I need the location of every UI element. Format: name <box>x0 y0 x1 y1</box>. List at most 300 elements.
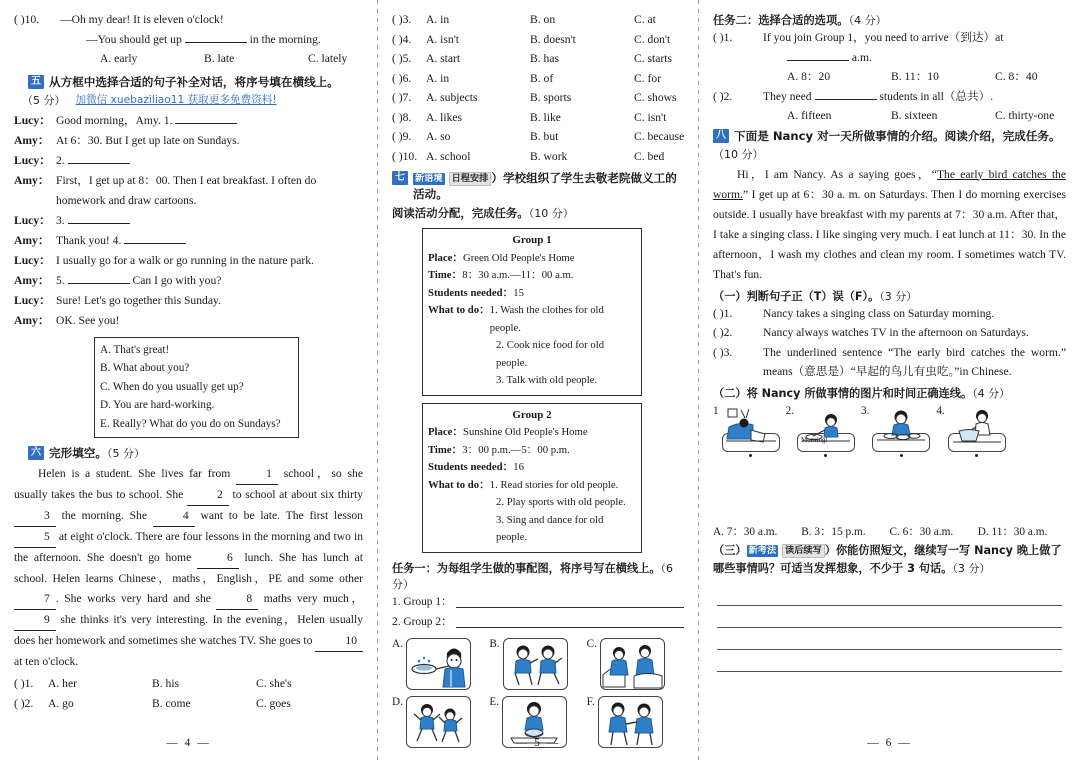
picture-label: F. <box>586 695 595 708</box>
option-c[interactable]: C. at <box>634 13 656 26</box>
passage-seg: maths very much， <box>258 592 363 605</box>
students-value: 16 <box>513 461 524 473</box>
dialogue-line <box>14 251 363 271</box>
passage-seg: . She works very hard and she <box>55 592 217 605</box>
writing-line[interactable] <box>717 628 1062 650</box>
part-1-title <box>713 288 1066 304</box>
section-6-title-text: 完形填空。 <box>49 446 107 460</box>
choice-item[interactable]: A. That's great! <box>100 343 170 356</box>
section-8-header <box>713 128 1066 144</box>
answer-paren[interactable]: ( )2. <box>713 326 733 339</box>
dialogue-line <box>14 271 363 291</box>
option-c[interactable]: C. don't <box>634 32 671 46</box>
tag-continuation-writing: 读后续写 <box>782 544 825 558</box>
cloze-question-row <box>392 30 684 50</box>
option-b[interactable]: B. doesn't <box>530 32 576 46</box>
answer-paren[interactable]: ( )2. <box>14 696 34 710</box>
choice-box <box>94 337 299 439</box>
task-item: 2. Play sports with old people. <box>496 496 626 508</box>
answer-paren[interactable]: ( )7. <box>392 91 412 104</box>
connect-dot-row <box>948 454 1006 457</box>
cloze-question-row <box>392 88 684 108</box>
speaker-name: Amy： <box>14 133 50 147</box>
option-b[interactable]: B. of <box>530 71 554 85</box>
option-c[interactable]: C. because <box>634 130 685 143</box>
group-2-title: Group 2 <box>512 408 552 421</box>
section-7-score: （10 分） <box>528 207 574 220</box>
part-2-title-text: （二）将 Nancy 所做事情的图片和时间正确连线。 <box>713 386 973 400</box>
question-10 <box>14 10 363 69</box>
group-1-card <box>422 228 642 396</box>
dialogue-text: At 6：30. But I get up late on Sundays. <box>56 133 240 147</box>
task-2-q2-pre: They need <box>763 89 812 103</box>
answer-blank[interactable] <box>175 112 237 124</box>
option-a[interactable]: A. early <box>100 52 138 65</box>
speaker-name: Lucy： <box>14 293 51 307</box>
picture-playing-sports-icon <box>503 638 568 690</box>
picture-eating-lunch-icon <box>872 433 930 452</box>
task-2-title <box>713 12 1066 28</box>
connect-dot-row <box>722 454 780 457</box>
place-label: Place： <box>428 251 464 264</box>
option-a[interactable]: A. in <box>426 71 450 85</box>
cloze-question-row <box>392 108 684 128</box>
task-item: 3. Talk with old people. <box>496 374 598 386</box>
picture-label: 3. <box>860 404 870 417</box>
group-2-place <box>428 424 636 442</box>
cloze-blank-1[interactable]: 1 <box>236 464 278 485</box>
cloze-question-list-mid <box>392 10 684 166</box>
speaker-name: Amy： <box>14 273 50 287</box>
picture-washing-basin-icon <box>948 433 1006 452</box>
option-a[interactable]: A. go <box>48 696 74 710</box>
task-item: 2. Cook nice food for old people. <box>496 339 605 369</box>
option-c[interactable]: C. 8：40 <box>995 70 1038 83</box>
dialogue-text-body: Thank you! 4. <box>56 233 122 247</box>
tag-new-context: 新语境 <box>415 173 443 184</box>
passage-underlined-sentence: The early bird catches the worm. <box>713 167 1066 201</box>
section-6-score: （5 分） <box>106 447 145 460</box>
picture-label: 1 <box>713 404 719 417</box>
connect-dot-row <box>872 454 930 457</box>
option-c[interactable]: C. isn't <box>634 110 667 124</box>
task-1-answer-line <box>392 592 684 612</box>
group-1-title: Group 1 <box>512 234 552 246</box>
left-column <box>0 0 377 763</box>
dialogue-text-body: 3. <box>56 213 65 227</box>
picture-morning-greeting-icon <box>797 433 855 452</box>
speaker-name: Lucy： <box>14 113 51 127</box>
option-b[interactable]: B. like <box>530 110 561 124</box>
option-c[interactable]: C. goes <box>256 696 291 710</box>
tf-item-text: Nancy always watches TV in the afternoon on Saturdays. <box>763 326 1029 339</box>
section-number-badge: 七 <box>392 171 408 185</box>
answer-paren[interactable]: ( )10. <box>14 13 40 26</box>
picture-caption: Morning! <box>800 435 828 444</box>
picture-cooking-icon <box>406 638 471 690</box>
cloze-question-row <box>392 127 684 147</box>
answer-paren[interactable]: ( )3. <box>392 13 412 26</box>
option-b[interactable]: B. but <box>530 130 559 143</box>
question-10-text: —Oh my dear! It is eleven o'clock! <box>60 13 224 26</box>
task-2-q1-blankline <box>787 48 1066 68</box>
section-5-score: （5 分） <box>22 93 66 107</box>
passage-seg: at eight o'clock. There are four lessons in the morning and two in the afternoon. She doesn't go home <box>14 530 363 564</box>
time-value: 8：30 a.m.—11：00 a.m. <box>462 269 574 281</box>
what-to-do-label: What to do： <box>428 478 490 491</box>
answer-paren[interactable]: ( )2. <box>713 89 733 103</box>
question-10-line2 <box>86 30 363 50</box>
part-2-score: （4 分） <box>972 386 1011 400</box>
tf-item-text: Nancy takes a singing class on Saturday morning. <box>763 306 995 320</box>
option-b[interactable]: B. has <box>530 52 559 65</box>
option-a[interactable]: A. isn't <box>426 32 460 46</box>
passage-seg: she thinks it's very interesting. In the evening，Helen usually does her homework and sometimes she watches TV. She goes to <box>14 613 363 647</box>
option-a[interactable]: A. school <box>426 149 471 163</box>
dialogue-line <box>14 291 363 311</box>
option-a[interactable]: A. likes <box>426 110 463 124</box>
matching-picture-3[interactable] <box>861 405 930 457</box>
task-2-title-text: 任务二：选择合适的选项。 <box>713 14 849 27</box>
option-a[interactable]: A. start <box>426 52 461 65</box>
dialogue-list <box>14 111 363 331</box>
dialogue-text <box>56 151 363 171</box>
picture-label: B. <box>489 637 500 650</box>
answer-rule[interactable] <box>456 627 684 628</box>
dialogue-line <box>14 231 363 251</box>
part-3-title <box>713 542 1066 578</box>
section-5-score-row <box>22 92 363 108</box>
section-7-header <box>392 170 684 202</box>
dialogue-text: Sure! Let's go together this Sunday. <box>56 293 221 307</box>
question-10-line2-pre: —You should get up <box>86 32 182 46</box>
place-value: Green Old People's Home <box>463 251 575 264</box>
picture-item-b[interactable] <box>489 638 586 690</box>
picture-item-c[interactable] <box>587 638 684 690</box>
option-b[interactable]: B. come <box>152 696 191 710</box>
picture-item-a[interactable] <box>392 638 489 690</box>
part-3-score: （3 分） <box>952 561 991 575</box>
dialogue-text-body: First，I get up at 8：00. Then I eat breakfast. I often do <box>56 173 317 187</box>
connect-dot[interactable] <box>900 454 903 457</box>
answer-paren[interactable]: ( )1. <box>14 677 34 690</box>
task-1-answer-line <box>392 612 684 632</box>
section-6-header <box>28 445 363 462</box>
connect-dot[interactable] <box>749 454 752 457</box>
task-2-score: （4 分） <box>848 14 887 27</box>
writing-line[interactable] <box>717 606 1062 628</box>
dialogue-text <box>56 111 363 131</box>
tf-item-1 <box>713 304 1066 324</box>
choice-item[interactable]: E. Really? What do you do on Sundays? <box>100 417 281 430</box>
section-7-subtitle-text: 阅读活动分配，完成任务。 <box>392 206 529 220</box>
option-c[interactable]: C. thirty-one <box>995 109 1055 122</box>
dialogue-text <box>56 271 363 291</box>
writing-lines <box>713 584 1066 672</box>
cloze-blank-7[interactable]: 7 <box>14 589 56 610</box>
section-number-badge: 八 <box>713 129 729 143</box>
matching-picture-row <box>713 405 1066 457</box>
task-2-q2-row <box>713 87 1066 107</box>
picture-label: A. <box>392 637 403 650</box>
option-a[interactable]: A. 8：20 <box>787 70 831 83</box>
dialogue-text-body: Good morning，Amy. 1. <box>56 113 173 127</box>
dialogue-text: I usually go for a walk or go running in the nature park. <box>56 253 314 267</box>
section-7-title-text: ）学校组织了学生去敬老院做义工的活动。 <box>413 171 677 201</box>
place-value: Sunshine Old People's Home <box>463 426 588 438</box>
time-label: Time： <box>428 443 463 456</box>
section-7-subtitle <box>392 204 684 223</box>
passage-seg: Helen is a student. She lives far from <box>38 467 237 480</box>
group-2-students <box>428 459 636 477</box>
answer-blank[interactable] <box>68 272 130 284</box>
dialogue-line <box>14 151 363 171</box>
passage-seg: at ten o'clock. <box>14 655 79 668</box>
task-1-score: （6 分） <box>392 561 674 591</box>
option-c[interactable]: C. she's <box>256 677 292 690</box>
option-c[interactable]: C. lately <box>308 52 348 65</box>
cloze-question-list-left <box>14 674 363 713</box>
picture-label: D. <box>392 695 403 708</box>
task-1-title-text: 任务一：为每组学生做的事配图，将序号写在横线上。 <box>392 561 661 575</box>
option-c[interactable]: C. for <box>634 71 662 85</box>
part-3-prefix: （三） <box>713 543 747 557</box>
dialogue-line <box>14 211 363 231</box>
option-b[interactable]: B. late <box>204 52 235 65</box>
option-c[interactable]: C. shows <box>634 91 677 104</box>
passage-pre: Hi，I am Nancy. As a saying goes，“ <box>737 167 937 181</box>
option-b[interactable]: B. work <box>530 149 568 163</box>
task-2-q1-options <box>787 67 1066 87</box>
promo-note-underlined: 加微信 xuebaziliao11 获取更多免费资料! <box>75 94 277 106</box>
group-2-card <box>422 403 642 553</box>
task-item: 1. Wash the clothes for old people. <box>489 304 604 334</box>
task-2-q2-text <box>763 87 1066 107</box>
time-option-d[interactable]: D. 11：30 a.m. <box>977 525 1048 538</box>
task-2-q1-after: a.m. <box>851 50 872 64</box>
answer-blank[interactable] <box>787 49 849 61</box>
option-b[interactable]: B. his <box>152 677 180 690</box>
dialogue-line <box>14 171 363 211</box>
time-value: 3：00 p.m.—5：00 p.m. <box>462 443 570 456</box>
what-to-do-label: What to do： <box>428 304 490 316</box>
matching-picture-4[interactable] <box>936 405 1005 457</box>
option-a[interactable]: A. fifteen <box>787 109 832 122</box>
dialogue-text-after: Can I go with you? <box>132 273 222 287</box>
picture-sleeping-waking-icon <box>722 433 780 452</box>
page-number-left: — 4 — <box>166 737 211 749</box>
answer-paren[interactable]: ( )10. <box>392 149 418 163</box>
option-a[interactable]: A. in <box>426 13 450 26</box>
answer-paren[interactable]: ( )1. <box>713 306 733 320</box>
picture-label: 4. <box>936 404 945 417</box>
answer-blank[interactable] <box>124 232 186 244</box>
part-1-title-text: （一）判断句子正（T）误（F）。 <box>713 289 880 303</box>
time-option-a[interactable]: A. 7：30 a.m. <box>713 525 778 538</box>
question-10-options <box>100 49 363 69</box>
section-5-title: 从方框中选择合适的句子补全对话，将序号填在横线上。 <box>49 74 339 89</box>
matching-gap <box>713 457 1066 519</box>
dialogue-line <box>14 311 363 331</box>
answer-blank[interactable] <box>68 212 130 224</box>
section-number-badge: 六 <box>28 446 44 460</box>
task-1-label: 2. Group 2： <box>392 615 453 628</box>
cloze-passage <box>14 464 363 672</box>
option-c[interactable]: C. bed <box>634 149 665 163</box>
task-2-question-2 <box>713 87 1066 126</box>
option-a[interactable]: A. so <box>426 130 451 143</box>
task-2-q2-after: students in all（总共）. <box>879 89 994 103</box>
right-column <box>699 0 1080 763</box>
passage-seg: the morning. She <box>55 509 153 522</box>
choice-item[interactable]: D. You are hard-working. <box>100 399 215 411</box>
dialogue-text-cont: homework and draw cartoons. <box>56 193 197 207</box>
dialogue-line <box>14 131 363 151</box>
cloze-question-row <box>392 10 684 30</box>
passage-seg: lunch. She has lunch at school. Helen learns Chinese，maths，English，PE and some other <box>14 551 363 585</box>
task-item: 3. Sing and dance for old people. <box>496 513 604 543</box>
time-label: Time： <box>428 269 463 281</box>
speaker-name: Lucy： <box>14 213 51 227</box>
tf-item-3 <box>713 343 1066 382</box>
passage-post: ” I get up at 6：30 a. m. on Saturdays. Then I do morning exercises outside. I usually have breakfast with my parents at 7：30 a.m. After that，I take a singing class. I like singing very much. I eat lunch at 11：30. In the afternoon，I wash my clothes and clean my room. I sometimes watch TV. That's fun. <box>713 187 1066 281</box>
section-6-title <box>49 445 145 462</box>
option-a[interactable]: A. subjects <box>426 91 478 104</box>
connect-dot[interactable] <box>975 454 978 457</box>
students-value: 15 <box>513 286 524 299</box>
question-10-line1 <box>14 10 363 30</box>
picture-label: E. <box>489 695 499 708</box>
connect-dot[interactable] <box>824 454 827 457</box>
cloze-question-row <box>392 49 684 69</box>
group-2-what <box>428 477 636 495</box>
question-10-line2-post: in the morning. <box>249 32 321 46</box>
picture-talking-with-elderly-icon <box>600 638 665 690</box>
cloze-blank-9[interactable]: 9 <box>14 610 56 631</box>
tf-item-text: The underlined sentence “The early bird catches the worm.” means（意思是）“早起的鸟儿有虫吃。”in Chinese. <box>763 345 1066 378</box>
dialogue-text <box>56 211 363 231</box>
promo-note <box>76 92 277 107</box>
passage-seg: to school at about six thirty <box>228 488 363 501</box>
tf-item-2 <box>713 323 1066 343</box>
task-2-question-1 <box>713 28 1066 87</box>
students-label: Students needed： <box>428 461 514 473</box>
dialogue-line <box>14 111 363 131</box>
speaker-name: Amy： <box>14 233 50 247</box>
section-7-title <box>413 170 684 202</box>
cloze-blank-6[interactable]: 6 <box>197 548 239 569</box>
writing-line[interactable] <box>717 650 1062 672</box>
passage-seg: school，so she usually takes the bus to school. She <box>14 467 363 501</box>
choice-item[interactable]: C. When do you usually get up? <box>100 380 244 393</box>
section-5-header <box>28 74 363 90</box>
section-8-score: （10 分） <box>713 147 764 161</box>
cloze-question-row <box>392 69 684 89</box>
tag-schedule: 日程安排 <box>449 172 492 186</box>
answer-paren[interactable]: ( )8. <box>392 110 412 124</box>
group-1-place <box>428 250 636 268</box>
place-label: Place： <box>428 426 464 438</box>
answer-rule[interactable] <box>456 607 684 608</box>
task-1-label: 1. Group 1： <box>392 595 453 608</box>
option-a[interactable]: A. her <box>48 677 77 690</box>
cloze-blank-2[interactable]: 2 <box>187 485 229 506</box>
cloze-blank-5[interactable]: 5 <box>14 527 56 548</box>
matching-picture-1[interactable] <box>713 405 780 457</box>
dialogue-text <box>56 171 363 211</box>
option-b[interactable]: B. on <box>530 13 556 26</box>
writing-line[interactable] <box>717 584 1062 606</box>
task-item: 1. Read stories for old people. <box>489 478 619 491</box>
task-1-title <box>392 560 684 592</box>
option-b[interactable]: B. 11：10 <box>891 70 939 83</box>
answer-paren[interactable]: ( )1. <box>713 31 733 44</box>
part-3-title-text: ）你能仿照短文，继续写一写 Nancy 晚上做了哪些事情吗？可适当发挥想象，不少于 3 句话。 <box>713 543 1062 575</box>
tag-new-method: 新考法 <box>748 544 777 556</box>
cloze-blank-4[interactable]: 4 <box>153 506 195 527</box>
dialogue-text: OK. See you! <box>56 313 120 327</box>
speaker-name: Lucy： <box>14 153 51 167</box>
time-answer-row <box>713 523 1066 539</box>
group-1-time <box>428 267 636 285</box>
group-2-time <box>428 442 636 460</box>
mid-column <box>378 0 698 763</box>
answer-blank[interactable] <box>815 88 877 100</box>
option-c[interactable]: C. starts <box>634 52 673 65</box>
task-2-q2-options <box>787 106 1066 126</box>
time-option-b[interactable]: B. 3：15 p.m. <box>801 525 866 538</box>
answer-paren[interactable]: ( )9. <box>392 130 412 143</box>
option-b[interactable]: B. sixteen <box>891 109 938 122</box>
nancy-passage <box>713 165 1066 285</box>
answer-paren[interactable]: ( )3. <box>713 345 733 359</box>
cloze-question-row <box>392 147 684 167</box>
dialogue-text <box>56 231 363 251</box>
cloze-blank-3[interactable]: 3 <box>14 506 56 527</box>
passage-seg: want to be late. The first lesson <box>194 509 363 522</box>
cloze-question-row <box>14 674 363 694</box>
page-number-right: — 6 — <box>867 737 912 749</box>
choice-item[interactable]: B. What about you? <box>100 362 190 374</box>
dialogue-text-body: 2. <box>56 153 65 167</box>
part-1-score: （3 分） <box>879 289 918 303</box>
picture-label: C. <box>586 637 597 650</box>
group-1-what <box>428 302 636 337</box>
picture-label: 2. <box>785 404 794 417</box>
dialogue-text-body: 5. <box>56 273 65 287</box>
page-number-mid: — 5 — <box>515 737 561 749</box>
time-option-c[interactable]: C. 6：30 a.m. <box>889 525 954 538</box>
part-2-title <box>713 385 1066 401</box>
answer-paren[interactable]: ( )4. <box>392 32 412 46</box>
section-8-title: 下面是 Nancy 对一天所做事情的介绍。阅读介绍，完成任务。 <box>734 128 1061 143</box>
option-b[interactable]: B. sports <box>530 91 572 104</box>
speaker-name: Amy： <box>14 173 50 187</box>
answer-blank[interactable] <box>68 152 130 164</box>
speaker-name: Lucy： <box>14 253 51 267</box>
cloze-blank-8[interactable]: 8 <box>216 589 258 610</box>
answer-paren[interactable]: ( )6. <box>392 71 412 85</box>
cloze-question-row <box>14 694 363 714</box>
matching-picture-2[interactable] <box>786 405 855 457</box>
group-1-students <box>428 285 636 303</box>
speaker-name: Amy： <box>14 313 50 327</box>
answer-paren[interactable]: ( )5. <box>392 52 412 65</box>
cloze-blank-10[interactable]: 10 <box>315 631 363 652</box>
students-label: Students needed： <box>428 286 514 299</box>
answer-blank[interactable] <box>185 31 247 43</box>
task-2-q1-text: If you join Group 1，you need to arrive（到达）at <box>763 31 1004 44</box>
